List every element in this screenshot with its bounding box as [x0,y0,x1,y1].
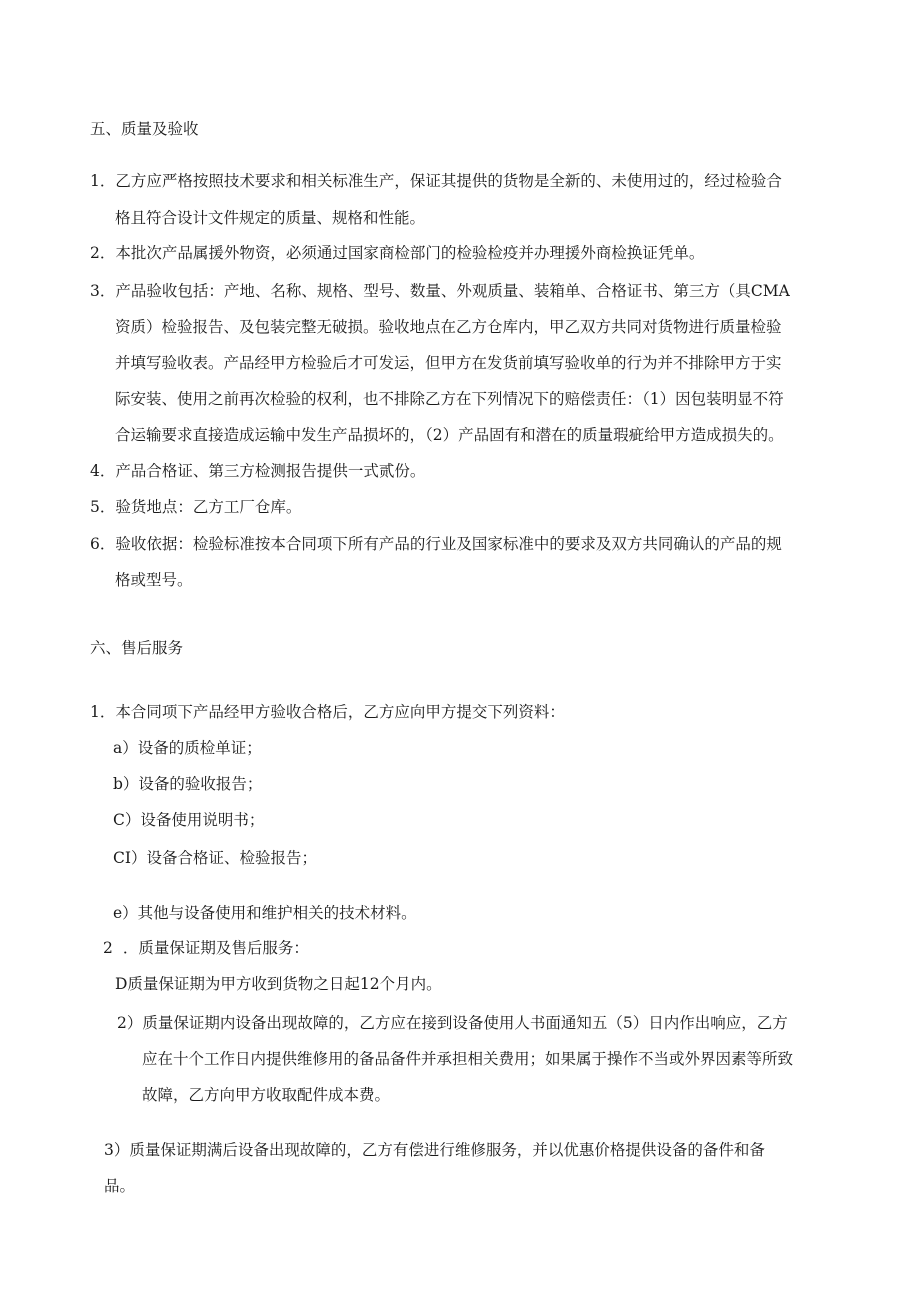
warranty-p3-line-2: 品。 [104,1177,136,1195]
s6-subitem-a: a）设备的质检单证； [113,739,262,757]
section-6-heading: 六、售后服务 [90,639,184,657]
warranty-p2-line-3: 故障，乙方向甲方收取配件成本费。 [142,1086,391,1104]
s5-item-4: 4．产品合格证、第三方检测报告提供一式贰份。 [90,462,426,480]
s5-item-1-line-1: 1．乙方应严格按照技术要求和相关标准生产，保证其提供的货物是全新的、未使用过的，经过检验合 [90,172,782,190]
s6-subitem-c: C）设备使用说明书； [113,811,265,829]
warranty-p2-line-2: 应在十个工作日内提供维修用的备品备件并承担相关费用；如果属于操作不当或外界因素等所致 [142,1050,794,1068]
s5-item-3-line-2: 资质）检验报告、及包装完整无破损。验收地点在乙方仓库内，甲乙双方共同对货物进行质量检验 [115,318,782,336]
s5-item-5: 5．验货地点：乙方工厂仓库。 [90,498,302,516]
s5-item-1-line-2: 格且符合设计文件规定的质量、规格和性能。 [115,209,426,227]
warranty-p1: D质量保证期为甲方收到货物之日起12个月内。 [115,975,442,993]
warranty-p2-line-1: 2）质量保证期内设备出现故障的，乙方应在接到设备使用人书面通知五（5）日内作出响应，乙方 [117,1014,788,1032]
s5-item-3-line-4: 际安装、使用之前再次检验的权利，也不排除乙方在下列情况下的赔偿责任：（1）因包装明显不符 [115,390,784,408]
s6-subitem-d: CI）设备合格证、检验报告； [113,849,317,867]
s5-item-3-line-1: 3．产品验收包括：产地、名称、规格、型号、数量、外观质量、装箱单、合格证书、第三方（具CMA [90,282,790,300]
s5-item-3-line-5: 合运输要求直接造成运输中发生产品损坏的，（2）产品固有和潜在的质量瑕疵给甲方造成损失的。 [115,426,784,444]
s5-item-6-line-1: 6．验收依据：检验标准按本合同项下所有产品的行业及国家标准中的要求及双方共同确认的产品的规 [90,535,782,553]
s6-item-1: 1．本合同项下产品经甲方验收合格后，乙方应向甲方提交下列资料： [90,703,565,721]
s6-item-2: 2 ．质量保证期及售后服务： [103,939,309,957]
warranty-p3-line-1: 3）质量保证期满后设备出现故障的，乙方有偿进行维修服务，并以优惠价格提供设备的备件和备 [104,1141,765,1159]
s5-item-6-line-2: 格或型号。 [115,571,193,589]
section-5-heading: 五、质量及验收 [90,120,199,138]
s6-subitem-b: b）设备的验收报告； [113,775,263,793]
s5-item-3-line-3: 并填写验收表。产品经甲方检验后才可发运，但甲方在发货前填写验收单的行为并不排除甲方于实 [115,354,782,372]
s6-subitem-e: e）其他与设备使用和维护相关的技术材料。 [113,904,417,922]
s5-item-2: 2．本批次产品属援外物资，必须通过国家商检部门的检验检疫并办理援外商检换证凭单。 [90,244,705,262]
